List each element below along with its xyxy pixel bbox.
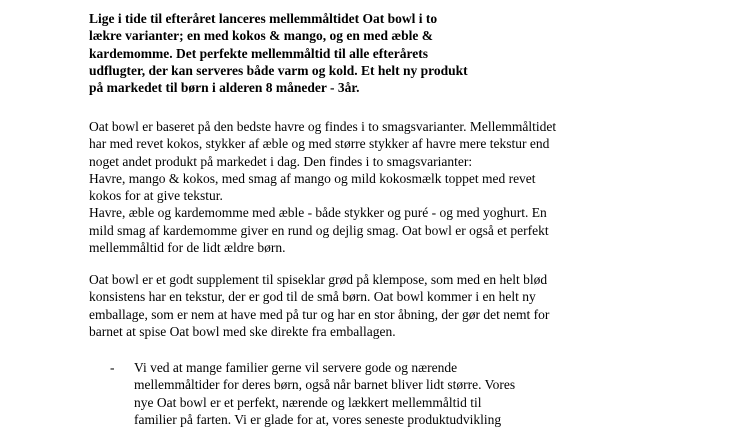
bullet-marker: - — [110, 360, 115, 375]
body-paragraph-product: Oat bowl er baseret på den bedste havre og findes i to smagsvarianter. Mellemmåltidet har med revet kokos, stykker af æble og med større stykker af havre mere tekstur end noget andet produkt på markedet i dag. Den findes i to smagsvarianter: Havre, mango & kokos, med smag af mango og mild kokosmælk toppet med revet kokos for at give tekstur. Havre, æble og kardemomme med æble - både stykker og puré - og med yoghurt. En mild smag af kardemomme giver en rund og dejlig smag. Oat bowl er også et perfekt mellemmåltid for de lidt ældre børn. — [89, 119, 557, 256]
bullet-text: Vi ved at mange familier gerne vil servere gode og nærende mellemmåltider for deres børn, også når barnet bliver lidt større. Vores nye Oat bowl er et perfekt, nærende og lækkert mellemmåltid til familier på farten. Vi er glade for at, vores seneste produktudvikling — [134, 360, 516, 427]
body-paragraph-packaging: Oat bowl er et godt supplement til spiseklar grød på klempose, som med en helt blød konsistens har en tekstur, der er god til de små børn. Oat bowl kommer i en helt ny emballage, som er nem at have med på tur og har en stor åbning, der gør det nemt for barnet at spise Oat bowl med ske direkte fra emballagen. — [89, 272, 550, 339]
lead-paragraph: Lige i tide til efteråret lanceres mellemmåltidet Oat bowl i to lækre varianter; en med kokos & mango, og en med æble & kardemomme. Det perfekte mellemmåltid til alle efterårets udflugter, der kan serveres både varm og kold. Et helt ny produkt på markedet til børn i alderen 8 måneder - 3år. — [89, 11, 468, 96]
